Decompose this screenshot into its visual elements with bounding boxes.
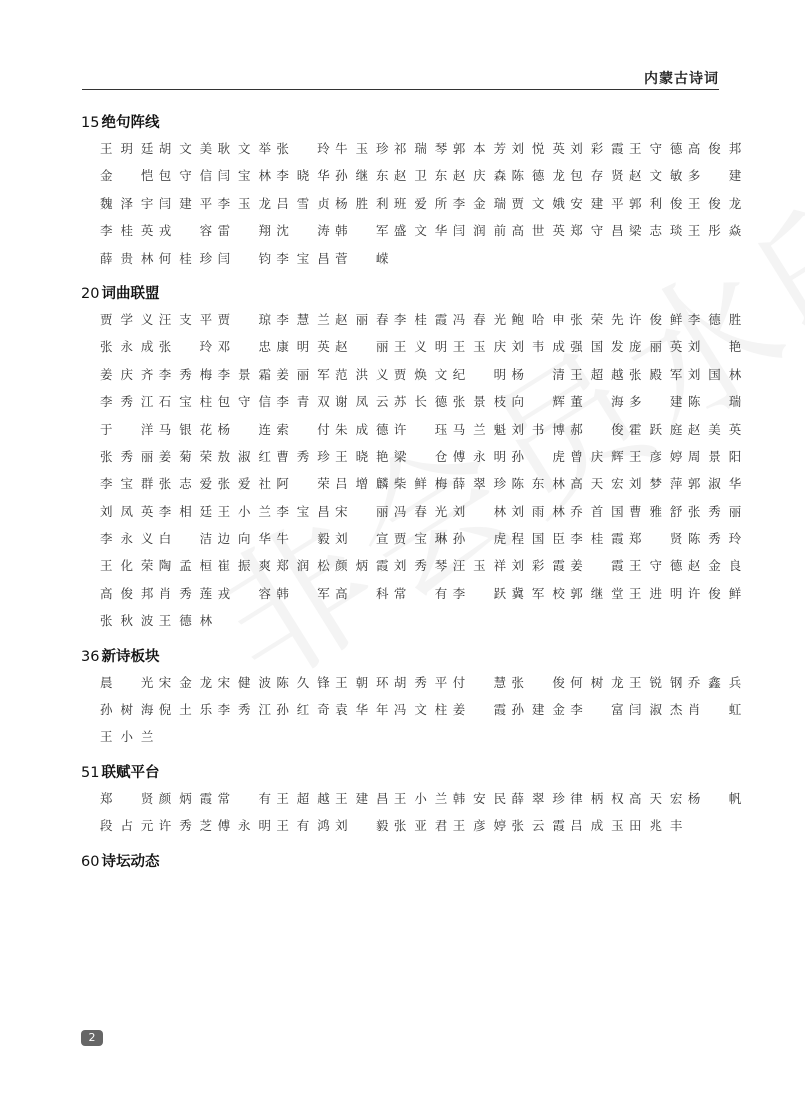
author-name: 王彦婷: [629, 448, 683, 464]
author-name: 何桂珍: [158, 250, 213, 266]
author-name: 张景枝: [452, 394, 507, 410]
author-name: 肖秀莲: [158, 585, 213, 601]
header-rule: [82, 89, 719, 90]
author-name: 傅永明: [217, 818, 271, 834]
author-name: 李宝昌: [276, 503, 330, 519]
author-name: 包存贤: [570, 168, 624, 184]
author-name: 王俊龙: [687, 195, 742, 211]
author-name: 李宝群: [100, 476, 154, 492]
author-name: 姜菊荣: [158, 448, 213, 464]
author-name: 张云霞: [511, 818, 565, 834]
author-name: 王进明: [629, 585, 683, 601]
author-name: 李相廷: [158, 503, 213, 519]
section-title: [81, 283, 731, 309]
author-name: 郭继堂: [570, 585, 624, 601]
author-name: 闫润前: [452, 223, 507, 239]
author-name: 王有鸿: [276, 818, 330, 834]
section-title: [81, 851, 731, 877]
author-name: 李 富: [570, 702, 624, 718]
author-name: 杨 帆: [687, 790, 742, 806]
author-name: 王守德: [629, 141, 683, 156]
author-name: 张亚君: [393, 818, 448, 834]
author-name: 郝 俊: [570, 421, 624, 437]
author-name: 魏泽宇: [100, 195, 154, 211]
author-name: 刘书博: [511, 421, 565, 437]
author-name: 张永成: [100, 339, 154, 355]
author-name: 贾宝琳: [393, 531, 448, 547]
author-name: 王义明: [393, 339, 448, 355]
author-name: 常 有: [217, 790, 271, 806]
author-name: 王玥廷: [100, 141, 154, 156]
author-name: 金 恺: [100, 168, 154, 184]
section-title: [81, 112, 731, 138]
author-name: 赵文敏: [629, 168, 683, 184]
author-name: 李秀梅: [158, 366, 213, 382]
author-name: 庞丽英: [629, 339, 683, 355]
author-name: 戎 容: [217, 585, 271, 601]
author-name: 多 建: [629, 394, 683, 410]
author-name: 晨 光: [100, 674, 154, 690]
author-name: 朱成德: [335, 421, 389, 437]
author-name: 阿 荣: [276, 476, 330, 492]
author-name: 杨 连: [217, 421, 271, 437]
author-name: 吕成玉: [570, 818, 624, 834]
author-name: 陈东林: [511, 476, 565, 492]
author-name: 耿文举: [217, 141, 271, 156]
author-name: 王超越: [570, 366, 624, 382]
author-name: 郭本芳: [452, 141, 507, 156]
author-name: 张秀丽: [687, 503, 742, 519]
author-name: 李金瑞: [452, 195, 507, 211]
author-name: 敖淑红: [217, 448, 271, 464]
author-name: 邓 忠: [217, 339, 271, 355]
author-name: 班爱所: [393, 195, 448, 211]
author-name: 赵 丽: [335, 339, 389, 355]
author-name: 范洪义: [335, 366, 389, 382]
author-name: 陈久锋: [276, 674, 330, 690]
author-name: 孙红奇: [276, 702, 330, 718]
toc-section: [81, 283, 742, 638]
author-name: 王小兰: [217, 503, 271, 519]
author-name: 薛翠珍: [452, 476, 507, 492]
author-list: [100, 788, 760, 843]
author-name: 姜 霞: [570, 558, 624, 574]
author-name: 多 建: [687, 168, 742, 184]
author-name: 孙继东: [335, 168, 389, 184]
author-name: 赵卫东: [393, 168, 448, 184]
author-name: 乔首国: [570, 503, 624, 519]
author-name: 刘彩霞: [511, 558, 565, 574]
author-name: 田兆丰: [629, 818, 683, 834]
author-name: 颜炳霞: [158, 790, 213, 806]
author-name: 汪玉祥: [452, 558, 507, 574]
author-name: 张 俊: [511, 674, 565, 690]
author-name: 祁瑞琴: [393, 141, 448, 156]
author-name: 张 玲: [276, 141, 330, 156]
author-name: 李慧兰: [276, 311, 330, 327]
author-name: 刘彩霞: [570, 141, 624, 156]
author-name: 杨胜利: [335, 195, 389, 211]
author-name: 冀军校: [511, 585, 565, 601]
author-name: 郑润松: [276, 558, 330, 574]
author-name: 康明英: [276, 339, 330, 355]
author-name: 常 有: [393, 585, 448, 601]
author-name: 杨 清: [511, 366, 565, 382]
toc-section: [81, 851, 731, 877]
author-name: 陈 瑞: [687, 394, 742, 410]
author-name: 高世英: [511, 223, 565, 239]
author-name: 刘国林: [687, 366, 742, 382]
author-name: 马银花: [158, 421, 213, 437]
author-name: 盛文华: [393, 223, 448, 239]
author-name: 颜炳霞: [335, 558, 389, 574]
author-name: 崔振爽: [217, 558, 271, 574]
section-page-number: 36: [81, 648, 100, 665]
author-name: 安建平: [570, 195, 624, 211]
author-name: 高俊邦: [687, 141, 742, 156]
author-name: 陈秀玲: [687, 531, 742, 547]
section-title-text: 诗坛动态: [101, 853, 160, 870]
author-name: 郑守昌: [570, 223, 624, 239]
author-name: 苏长德: [393, 394, 448, 410]
section-page-number: 20: [81, 285, 100, 302]
author-name: 曾庆辉: [570, 448, 624, 464]
author-name: 薛贵林: [100, 250, 154, 266]
author-name: 牛玉珍: [335, 141, 389, 156]
author-name: 倪土乐: [158, 702, 213, 718]
toc-section: [81, 646, 742, 754]
author-name: 王朝环: [335, 674, 389, 690]
author-name: 贾文娥: [511, 195, 565, 211]
author-name: 汪支平: [158, 311, 213, 327]
author-name: 纪 明: [452, 366, 507, 382]
author-name: 赵金良: [687, 558, 742, 574]
author-name: 刘梦萍: [629, 476, 683, 492]
page-number: 2: [81, 1030, 103, 1046]
author-name: 霍跃庭: [629, 421, 683, 437]
author-name: 沈 涛: [276, 223, 330, 239]
author-name: 宋金龙: [158, 674, 213, 690]
section-title-text: 联赋平台: [101, 764, 160, 781]
author-name: 王化荣: [100, 558, 154, 574]
toc-section: [81, 762, 742, 843]
author-name: 马兰魁: [452, 421, 507, 437]
author-name: 孙 虎: [452, 531, 507, 547]
author-name: 刘凤英: [100, 503, 154, 519]
author-name: 王晓艳: [335, 448, 389, 464]
author-name: 李桂霞: [570, 531, 624, 547]
author-name: 许秀芝: [158, 818, 213, 834]
author-name: 李青双: [276, 394, 330, 410]
author-name: 何树龙: [570, 674, 624, 690]
author-name: 付 慧: [452, 674, 507, 690]
author-name: 李桂英: [100, 223, 154, 239]
author-name: 赵庆森: [452, 168, 507, 184]
author-name: 白 洁: [158, 531, 213, 547]
author-name: 梁志琰: [629, 223, 683, 239]
author-name: 郭利俊: [629, 195, 683, 211]
author-name: 王彦婷: [452, 818, 507, 834]
author-name: 程国臣: [511, 531, 565, 547]
author-name: 陶孟桓: [158, 558, 213, 574]
running-head-title: 内蒙古诗词: [644, 71, 719, 87]
author-name: 孙树海: [100, 702, 154, 718]
author-name: 张志爱: [158, 476, 213, 492]
author-name: 李桂霞: [393, 311, 448, 327]
author-name: 冯春光: [393, 503, 448, 519]
author-name: 刘 毅: [335, 818, 389, 834]
author-name: 宋 丽: [335, 503, 389, 519]
author-name: 李秀江: [217, 702, 271, 718]
author-name: 李德胜: [687, 311, 742, 327]
section-page-number: 60: [81, 853, 100, 870]
table-of-contents: [81, 112, 742, 885]
author-name: 张秀丽: [100, 448, 154, 464]
author-name: 王彤焱: [687, 223, 742, 239]
author-name: 菅 嵘: [335, 250, 389, 266]
author-name: 张殿军: [629, 366, 683, 382]
author-name: 谢凤云: [335, 394, 389, 410]
author-name: 郑 贤: [629, 531, 683, 547]
author-name: 王守德: [629, 558, 683, 574]
author-name: 李秀江: [100, 394, 154, 410]
author-name: 刘秀琴: [393, 558, 448, 574]
author-name: 曹雅舒: [629, 503, 683, 519]
author-name: 吕增麟: [335, 476, 389, 492]
section-page-number: 15: [81, 115, 100, 131]
author-name: 赵丽春: [335, 311, 389, 327]
section-title: [81, 646, 731, 672]
author-name: 王小兰: [393, 790, 448, 806]
author-name: 石宝柱: [158, 394, 213, 410]
author-name: 张 玲: [158, 339, 213, 355]
author-name: 傅永明: [452, 448, 507, 464]
author-name: 乔鑫兵: [687, 674, 742, 690]
author-name: 姜 霞: [452, 702, 507, 718]
author-name: 陈德龙: [511, 168, 565, 184]
author-name: 郑 贤: [100, 790, 154, 806]
author-name: 韩 军: [335, 223, 389, 239]
author-name: 胡秀平: [393, 674, 448, 690]
author-name: 贾学义: [100, 311, 154, 327]
author-name: 董 海: [570, 394, 624, 410]
author-name: 李玉龙: [217, 195, 271, 211]
author-name: 鲍哈申: [511, 311, 565, 327]
author-name: 韩安民: [452, 790, 507, 806]
author-name: 边向华: [217, 531, 271, 547]
author-name: 闫宝林: [217, 168, 271, 184]
author-name: 李 跃: [452, 585, 507, 601]
author-name: 王锐钢: [629, 674, 683, 690]
author-name: 高 科: [335, 585, 389, 601]
author-name: 孙建金: [511, 702, 565, 718]
author-name: 雷 翔: [217, 223, 271, 239]
author-name: 袁华年: [335, 702, 389, 718]
author-name: 张秋波: [100, 613, 154, 629]
author-name: 郭淑华: [687, 476, 742, 492]
author-name: 向 辉: [511, 394, 565, 410]
author-name: 李晓华: [276, 168, 330, 184]
author-name: 赵美英: [687, 421, 742, 437]
author-name: 闫淑杰: [629, 702, 683, 718]
author-name: 刘 宣: [335, 531, 389, 547]
author-name: 刘 林: [452, 503, 507, 519]
author-name: 索 付: [276, 421, 330, 437]
author-name: 许 珏: [393, 421, 448, 437]
author-name: 李永义: [100, 531, 154, 547]
author-name: 刘韦成: [511, 339, 565, 355]
section-page-number: 51: [81, 764, 100, 781]
author-name: 刘悦英: [511, 141, 565, 156]
author-name: 牛 毅: [276, 531, 330, 547]
author-list: [100, 672, 760, 754]
author-name: 戎 容: [158, 223, 213, 239]
author-name: 许俊鲜: [629, 311, 683, 327]
author-name: 宋健波: [217, 674, 271, 690]
author-name: 王德林: [158, 613, 213, 629]
author-name: 冯文柱: [393, 702, 448, 718]
author-name: 闫建平: [158, 195, 213, 211]
author-name: 肖 虹: [687, 702, 742, 718]
author-list: [100, 309, 760, 638]
author-name: 李宝昌: [276, 250, 330, 266]
author-name: 刘雨林: [511, 503, 565, 519]
author-name: 周景阳: [687, 448, 742, 464]
toc-section: [81, 112, 742, 275]
author-name: 姜庆齐: [100, 366, 154, 382]
author-name: 吕雪贞: [276, 195, 330, 211]
author-name: 孙 虎: [511, 448, 565, 464]
author-name: 刘 艳: [687, 339, 742, 355]
author-name: 张荣先: [570, 311, 624, 327]
author-name: 段占元: [100, 818, 154, 834]
author-name: 高天宏: [629, 790, 683, 806]
author-name: 王建昌: [335, 790, 389, 806]
author-name: 高俊邦: [100, 585, 154, 601]
author-name: 贾 琼: [217, 311, 271, 327]
author-name: 梁 仓: [393, 448, 448, 464]
author-name: 王小兰: [100, 729, 154, 745]
section-title: [81, 762, 731, 788]
author-name: 强国发: [570, 339, 624, 355]
author-name: 李景霜: [217, 366, 271, 382]
author-name: 王玉庆: [452, 339, 507, 355]
section-title-text: 词曲联盟: [101, 285, 160, 302]
section-title-text: 绝句阵线: [101, 115, 160, 131]
author-list: [100, 138, 760, 275]
section-title-text: 新诗板块: [101, 648, 160, 665]
author-name: 于 洋: [100, 421, 154, 437]
author-name: 薛翠珍: [511, 790, 565, 806]
author-name: 冯春光: [452, 311, 507, 327]
author-name: 许俊鲜: [687, 585, 742, 601]
author-name: 王超越: [276, 790, 330, 806]
author-name: 包守信: [217, 394, 271, 410]
author-name: 张爱社: [217, 476, 271, 492]
author-name: 律柄权: [570, 790, 624, 806]
author-name: 韩 军: [276, 585, 330, 601]
author-name: 柴鲜梅: [393, 476, 448, 492]
author-name: 胡文美: [158, 141, 213, 156]
author-name: 高天宏: [570, 476, 624, 492]
author-name: 曹秀珍: [276, 448, 330, 464]
author-name: 包守信: [158, 168, 213, 184]
author-name: 闫 钧: [217, 250, 271, 266]
author-name: 贾焕文: [393, 366, 448, 382]
author-name: 姜丽军: [276, 366, 330, 382]
